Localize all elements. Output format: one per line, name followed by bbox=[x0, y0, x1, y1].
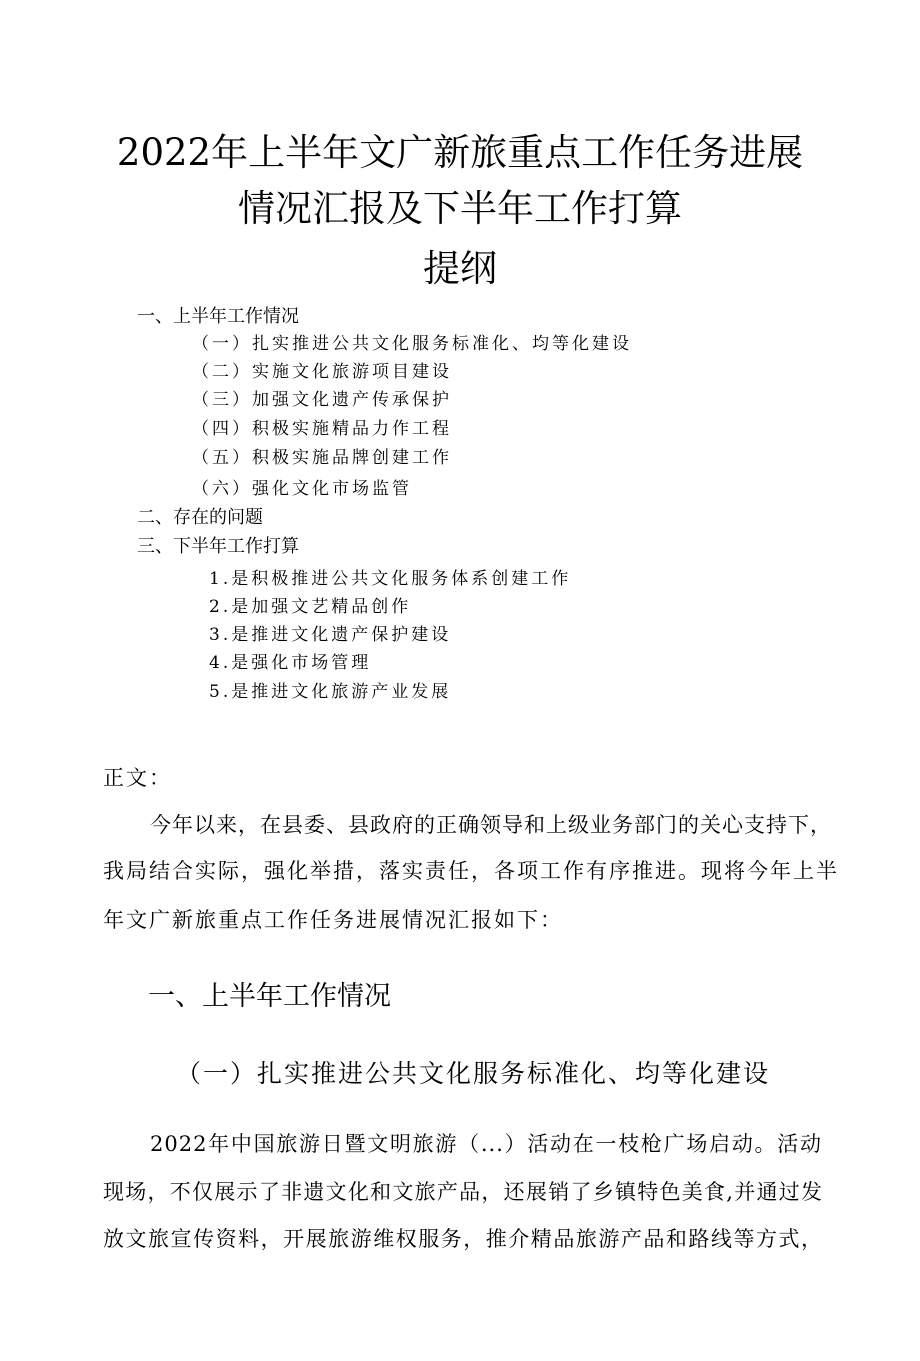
outline-plan-item: 1.是积极推进公共文化服务体系创建工作 bbox=[209, 569, 572, 589]
outline-item: （六）强化文化市场监管 bbox=[192, 479, 412, 499]
outline-item: （四）积极实施精品力作工程 bbox=[192, 419, 452, 439]
body-paragraph-line: 我局结合实际，强化举措，落实责任，各项工作有序推进。现将今年上半 bbox=[103, 859, 839, 883]
outline-item: （三）加强文化遗产传承保护 bbox=[192, 390, 452, 410]
outline-section-1: 一、上半年工作情况 bbox=[137, 306, 299, 327]
body-paragraph-line: 现场，不仅展示了非遗文化和文旅产品，还展销了乡镇特色美食,并通过发 bbox=[103, 1180, 822, 1204]
body-paragraph-line: 今年以来，在县委、县政府的正确领导和上级业务部门的关心支持下， bbox=[150, 813, 832, 837]
outline-plan-item: 5.是推进文化旅游产业发展 bbox=[209, 682, 452, 702]
body-paragraph-line: 2022年中国旅游日暨文明旅游（...）活动在一枝枪广场启动。活动 bbox=[150, 1132, 822, 1156]
outline-plan-item: 2.是加强文艺精品创作 bbox=[209, 597, 412, 617]
outline-item: （一）扎实推进公共文化服务标准化、均等化建设 bbox=[192, 334, 632, 354]
section-heading: 一、上半年工作情况 bbox=[148, 981, 391, 1012]
document-title-line-3: 提纲 bbox=[423, 247, 497, 290]
subsection-heading: （一）扎实推进公共文化服务标准化、均等化建设 bbox=[176, 1059, 771, 1088]
outline-plan-item: 3.是推进文化遗产保护建设 bbox=[209, 625, 452, 645]
body-paragraph-line: 放文旅宣传资料，开展旅游维权服务，推介精品旅游产品和路线等方式， bbox=[103, 1227, 822, 1251]
document-title-line-2: 情况汇报及下半年工作打算 bbox=[238, 187, 682, 230]
body-paragraph-line: 年文广新旅重点工作任务进展情况汇报如下： bbox=[103, 908, 563, 932]
outline-item: （二）实施文化旅游项目建设 bbox=[192, 362, 452, 382]
document-title-line-1: 2022年上半年文广新旅重点工作任务进展 bbox=[116, 131, 804, 174]
outline-section-2: 二、存在的问题 bbox=[137, 507, 263, 528]
body-label: 正文： bbox=[103, 766, 172, 790]
outline-section-3: 三、下半年工作打算 bbox=[137, 536, 299, 557]
outline-item: （五）积极实施品牌创建工作 bbox=[192, 448, 452, 468]
outline-plan-item: 4.是强化市场管理 bbox=[209, 653, 372, 673]
